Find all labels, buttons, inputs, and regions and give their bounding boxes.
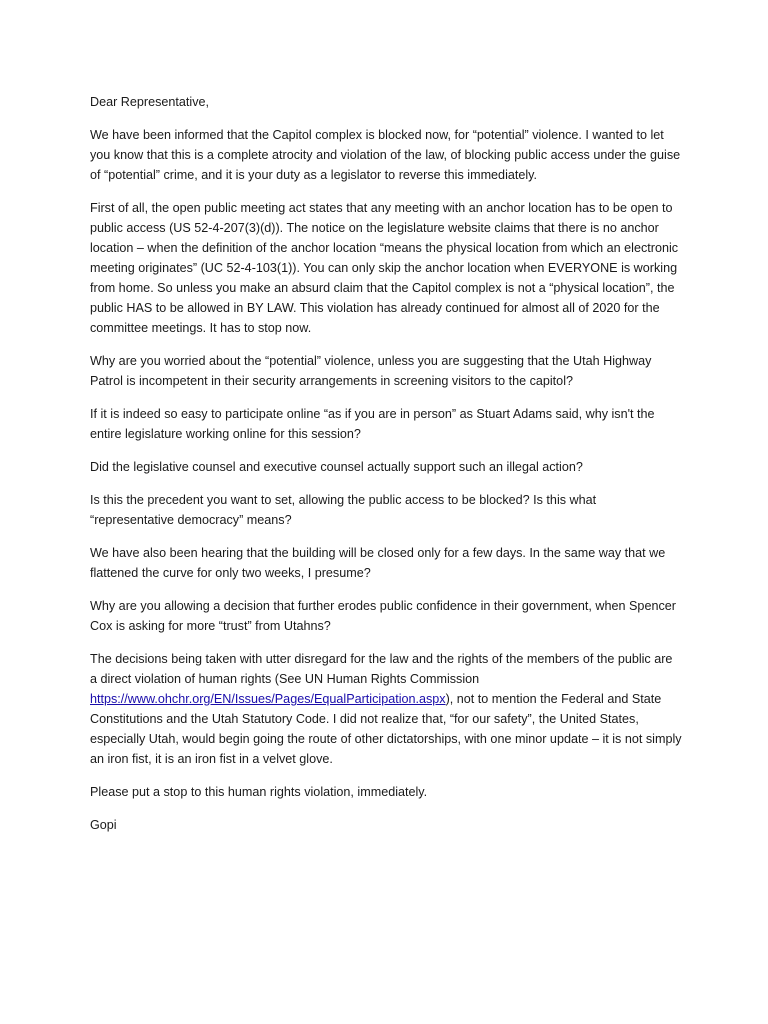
human-rights-text-after-link: ), not to mention the Federal and State Constitutions and the Utah Statutory Code. I did not realize that, “for our safety”, the United States, especially Utah, would begin going the route of other dictatorships, with one minor update – it is not simply an iron fist, it is an iron fist in a velvet glove. [90,692,682,766]
paragraph-closing-request: Please put a stop to this human rights violation, immediately. [90,785,428,799]
signature: Gopi [90,818,117,832]
paragraph-capitol-blocked: We have been informed that the Capitol complex is blocked now, for “potential” violence. I wanted to let you know that this is a complete atrocity and violation of the law, of blocking public access under the guise of “potential” crime, and it is your duty as a legislator to reverse this immediately. [90,128,681,182]
salutation: Dear Representative, [90,95,210,109]
paragraph-participate-online: If it is indeed so easy to participate online “as if you are in person” as Stuart Adams said, why isn't the entire legislature working online for this session? [90,407,655,441]
paragraph-legislative-counsel: Did the legislative counsel and executive counsel actually support such an illegal action? [90,460,583,474]
ohchr-link[interactable]: https://www.ohchr.org/EN/Issues/Pages/EqualParticipation.aspx [90,692,446,706]
paragraph-precedent: Is this the precedent you want to set, allowing the public access to be blocked? Is this what “representative democracy” means? [90,493,597,527]
paragraph-potential-violence: Why are you worried about the “potential” violence, unless you are suggesting that the Utah Highway Patrol is incompetent in their security arrangements in screening visitors to the capitol? [90,354,652,388]
paragraph-human-rights [90,649,682,769]
paragraph-open-meeting-act: First of all, the open public meeting act states that any meeting with an anchor location has to be open to public access (US 52-4-207(3)(d)). The notice on the legislature website claims that there is no anchor location – when the definition of the anchor location “means the physical location from which an electronic meeting originates” (UC 52-4-103(1)). You can only skip the anchor location when EVERYONE is working from home. So unless you make an absurd claim that the Capitol complex is not a “physical location”, the public HAS to be allowed in BY LAW. This violation has already continued for almost all of 2020 for the committee meetings. It has to stop now. [90,201,679,335]
human-rights-text-before-link: The decisions being taken with utter disregard for the law and the rights of the members of the public are a direct violation of human rights (See UN Human Rights Commission [90,652,673,686]
paragraph-closed-few-days: We have also been hearing that the building will be closed only for a few days. In the same way that we flattened the curve for only two weeks, I presume? [90,546,666,580]
paragraph-public-confidence: Why are you allowing a decision that further erodes public confidence in their government, when Spencer Cox is asking for more “trust” from Utahns? [90,599,676,633]
letter-body [90,92,682,848]
